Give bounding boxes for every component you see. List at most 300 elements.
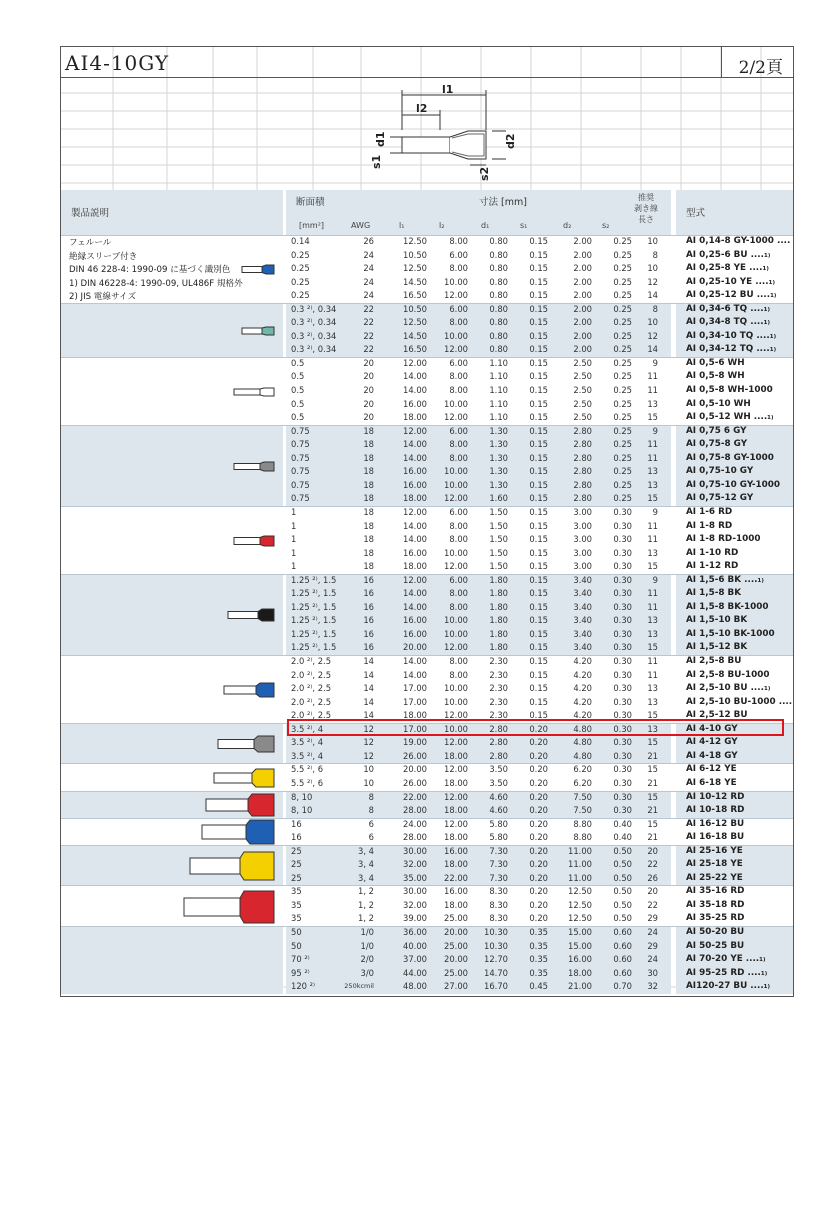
header-desc: 製品説明 (71, 208, 110, 219)
table-cell: 14 (363, 696, 374, 707)
table-cell: 2.80 (573, 439, 592, 450)
table-cell: 11 (647, 588, 658, 599)
table-cell: 1.30 (489, 425, 508, 436)
table-cell: 12.00 (444, 561, 468, 572)
table-cell: 4.80 (573, 723, 592, 734)
model-number: AI 0,5-10 WH (686, 398, 751, 409)
table-cell: 3.5 ²⁾, 4 (291, 737, 324, 748)
table-cell: 20 (363, 385, 374, 396)
table-cell: 0.20 (529, 818, 548, 829)
table-cell: 9 (652, 506, 658, 517)
table-cell: 2.80 (573, 479, 592, 490)
table-cell: 0.75 (291, 425, 310, 436)
l2-label: l2 (416, 102, 428, 115)
table-cell: 24.00 (403, 818, 427, 829)
table-cell: 22.00 (403, 791, 427, 802)
model-number: AI 2,5-10 BU ....₁₎ (686, 683, 771, 694)
table-row (61, 940, 794, 954)
table-cell: 14 (647, 344, 658, 355)
table-row (61, 506, 794, 520)
table-row (61, 736, 794, 750)
table-cell: 70 ²⁾ (291, 954, 310, 965)
table-cell: 2.00 (573, 317, 592, 328)
table-cell: 22 (363, 317, 374, 328)
table-cell: 0.25 (613, 412, 632, 423)
table-cell: 0.80 (489, 317, 508, 328)
table-cell: 2.80 (489, 737, 508, 748)
model-number: AI 1,5-6 BK ....₁₎ (686, 574, 764, 585)
table-cell: 18 (363, 479, 374, 490)
table-cell: 8, 10 (291, 791, 313, 802)
table-cell: 10.50 (403, 303, 427, 314)
table-cell: 18.00 (444, 777, 468, 788)
table-cell: 0.30 (613, 588, 632, 599)
table-cell: 3.40 (573, 601, 592, 612)
table-cell: 10.00 (444, 547, 468, 558)
model-number: AI 0,25-10 YE ....₁₎ (686, 276, 775, 287)
table-cell: 24 (363, 263, 374, 274)
table-row (61, 601, 794, 615)
table-cell: 2.00 (573, 249, 592, 260)
table-cell: 0.75 (291, 479, 310, 490)
table-cell: 0.15 (529, 466, 548, 477)
table-cell: 22.00 (444, 872, 468, 883)
table-cell: 0.30 (613, 656, 632, 667)
table-cell: 25.00 (444, 967, 468, 978)
table-cell: 10.30 (484, 940, 508, 951)
table-cell: 12 (647, 276, 658, 287)
table-cell: 2.80 (489, 750, 508, 761)
table-cell: 14 (363, 669, 374, 680)
table-cell: 1 (291, 520, 297, 531)
table-cell: 14.00 (403, 520, 427, 531)
table-cell: 8 (652, 249, 658, 260)
table-cell: 12.50 (568, 886, 592, 897)
ferrule-group (61, 357, 794, 425)
table-cell: 0.30 (613, 805, 632, 816)
table-cell: 25 (291, 859, 302, 870)
table-cell: 5.5 ²⁾, 6 (291, 777, 324, 788)
table-cell: 0.80 (489, 236, 508, 246)
table-row (61, 791, 794, 805)
model-number: AI 1,5-8 BK-1000 (686, 601, 769, 612)
table-cell: 1.10 (489, 371, 508, 382)
table-cell: 3.40 (573, 628, 592, 639)
table-cell: 0.15 (529, 425, 548, 436)
table-cell: 2.0 ²⁾, 2.5 (291, 669, 332, 680)
table-cell: 35 (291, 886, 302, 897)
table-row (61, 370, 794, 384)
table-cell: 1.10 (489, 385, 508, 396)
table-cell: 12.00 (444, 493, 468, 504)
table-cell: 12.00 (444, 818, 468, 829)
table-cell: 14.00 (403, 534, 427, 545)
table-cell: 25 (291, 872, 302, 883)
model-number: AI 6-18 YE (686, 777, 737, 788)
table-cell: 13 (647, 628, 658, 639)
table-cell: 21 (647, 805, 658, 816)
table-cell: 3/0 (360, 967, 374, 978)
table-cell: 20 (363, 357, 374, 368)
table-cell: 0.15 (529, 493, 548, 504)
table-row (61, 479, 794, 493)
table-cell: 0.60 (613, 967, 632, 978)
model-number: AI 0,34-10 TQ ....₁₎ (686, 330, 777, 341)
table-cell: 11 (647, 371, 658, 382)
table-cell: 0.25 (291, 290, 310, 301)
table-cell: 15 (647, 737, 658, 748)
model-number: AI 4-18 GY (686, 750, 738, 761)
table-cell: 22 (363, 330, 374, 341)
model-number: AI 2,5-12 BU (686, 710, 748, 721)
table-cell: 35 (291, 913, 302, 924)
table-cell: 18.00 (403, 493, 427, 504)
model-number: AI 70-20 YE ....₁₎ (686, 954, 766, 965)
table-cell: 0.30 (613, 547, 632, 558)
ferrule-group (61, 303, 794, 357)
table-cell: 2.00 (573, 344, 592, 355)
table-cell: 3, 4 (358, 845, 374, 856)
model-number: AI 0,75 6 GY (686, 425, 747, 436)
table-cell: 32 (647, 981, 658, 992)
table-cell: 18.00 (403, 561, 427, 572)
table-row (61, 750, 794, 764)
table-row (61, 492, 794, 506)
table-cell: 16 (363, 615, 374, 626)
table-cell: 0.15 (529, 263, 548, 274)
table-cell: 10.00 (444, 696, 468, 707)
table-cell: 0.30 (613, 520, 632, 531)
header-strip-3: 長さ (638, 215, 654, 224)
table-cell: 8.00 (449, 656, 468, 667)
table-cell: 35.00 (403, 872, 427, 883)
table-cell: 8.30 (489, 886, 508, 897)
table-row (61, 425, 794, 439)
description-line: 1) DIN 46228-4: 1990-09, UL486F 規格外 (69, 278, 243, 289)
ferrule-group (61, 926, 794, 994)
ferrule-icon (227, 608, 275, 622)
table-cell: 12.00 (444, 791, 468, 802)
table-cell: 7.50 (573, 791, 592, 802)
model-number: AI 1-8 RD (686, 520, 733, 531)
table-row (61, 614, 794, 628)
table-cell: 0.35 (529, 967, 548, 978)
table-cell: 0.15 (529, 276, 548, 287)
table-cell: 10.00 (444, 723, 468, 734)
table-cell: 20.00 (444, 954, 468, 965)
table-row (61, 452, 794, 466)
table-row (61, 357, 794, 371)
table-cell: 0.25 (613, 398, 632, 409)
table-cell: 13 (647, 466, 658, 477)
table-cell: 8.30 (489, 899, 508, 910)
table-cell: 3.00 (573, 506, 592, 517)
table-cell: 0.75 (291, 466, 310, 477)
table-cell: 12.00 (444, 642, 468, 653)
ferrule-group (61, 763, 794, 790)
table-cell: 15 (647, 561, 658, 572)
table-cell: 2.50 (573, 412, 592, 423)
table-cell: 0.50 (613, 859, 632, 870)
table-cell: 1/0 (360, 926, 374, 937)
ferrule-group (61, 425, 794, 506)
table-row (61, 303, 794, 317)
table-cell: 16 (291, 818, 302, 829)
table-cell: 0.15 (529, 547, 548, 558)
table-cell: 10.00 (444, 683, 468, 694)
table-cell: 8.00 (449, 371, 468, 382)
table-cell: 18 (363, 439, 374, 450)
table-cell: 16.00 (568, 954, 592, 965)
table-row (61, 343, 794, 357)
table-cell: 1.30 (489, 479, 508, 490)
table-cell: 10 (363, 764, 374, 775)
table-cell: 15 (647, 791, 658, 802)
table-cell: 39.00 (403, 913, 427, 924)
table-cell: 0.15 (529, 710, 548, 721)
table-cell: 0.30 (613, 764, 632, 775)
table-cell: 14 (363, 710, 374, 721)
table-cell: 11 (647, 520, 658, 531)
model-number: AI 35-25 RD (686, 913, 745, 924)
table-cell: 0.15 (529, 303, 548, 314)
table-cell: 12.50 (403, 263, 427, 274)
l1-label: l1 (442, 85, 454, 96)
table-cell: 2.80 (573, 425, 592, 436)
table-cell: 13 (647, 723, 658, 734)
table-cell: 12.00 (444, 764, 468, 775)
table-cell: 16.50 (403, 344, 427, 355)
table-cell: 25.00 (444, 913, 468, 924)
table-cell: 8.00 (449, 236, 468, 246)
table-cell: 6 (368, 818, 374, 829)
table-cell: 0.50 (613, 845, 632, 856)
table-cell: 0.15 (529, 574, 548, 585)
table-cell: 0.30 (613, 642, 632, 653)
table-cell: 0.80 (489, 249, 508, 260)
table-cell: 28.00 (403, 832, 427, 843)
table-cell: 0.30 (613, 574, 632, 585)
table-cell: 0.20 (529, 777, 548, 788)
table-cell: 0.50 (613, 899, 632, 910)
table-cell: 8.80 (573, 832, 592, 843)
ferrule-group (61, 885, 794, 926)
model-number: AI 0,5-12 WH ....₁₎ (686, 412, 774, 423)
table-row (61, 587, 794, 601)
table-cell: 0.15 (529, 357, 548, 368)
table-cell: 0.30 (613, 561, 632, 572)
table-cell: 1.10 (489, 398, 508, 409)
table-cell: 7.30 (489, 845, 508, 856)
table-cell: 0.20 (529, 845, 548, 856)
table-cell: 0.15 (529, 479, 548, 490)
table-cell: 3.00 (573, 561, 592, 572)
table-cell: 30.00 (403, 845, 427, 856)
table-row (61, 641, 794, 655)
table-cell: 0.20 (529, 859, 548, 870)
description-line: DIN 46 228-4: 1990-09 に基づく識別色 (69, 265, 231, 276)
table-cell: 0.5 (291, 357, 305, 368)
table-row (61, 533, 794, 547)
table-cell: 13 (647, 683, 658, 694)
table-cell: 1.80 (489, 642, 508, 653)
table-cell: 3, 4 (358, 872, 374, 883)
table-cell: 0.14 (291, 236, 310, 246)
table-cell: 17.00 (403, 683, 427, 694)
table-cell: 13 (647, 615, 658, 626)
table-cell: 0.30 (613, 506, 632, 517)
table-cell: 12 (363, 723, 374, 734)
table-cell: 21 (647, 750, 658, 761)
table-cell: 8.00 (449, 452, 468, 463)
table-cell: 3, 4 (358, 859, 374, 870)
table-cell: 26.00 (403, 750, 427, 761)
table-cell: 0.75 (291, 439, 310, 450)
table-cell: 7.30 (489, 859, 508, 870)
table-cell: 0.30 (613, 683, 632, 694)
table-cell: 1, 2 (358, 886, 374, 897)
description-line: 2) JIS 電線サイズ (69, 292, 137, 303)
table-cell: 0.25 (613, 452, 632, 463)
ferrule-icon (233, 461, 275, 472)
table-cell: 12.00 (403, 506, 427, 517)
table-cell: 0.50 (613, 913, 632, 924)
table-cell: 24 (647, 926, 658, 937)
table-cell: 0.70 (613, 981, 632, 992)
table-cell: 0.15 (529, 398, 548, 409)
table-row (61, 845, 794, 859)
table-cell: 0.40 (613, 818, 632, 829)
table-row (61, 235, 794, 249)
table-cell: 11 (647, 439, 658, 450)
table-cell: 22 (647, 899, 658, 910)
table-cell: 20.00 (444, 926, 468, 937)
table-cell: 0.30 (613, 737, 632, 748)
table-cell: 18.00 (444, 899, 468, 910)
table-cell: 30.00 (403, 886, 427, 897)
table-cell: 25.00 (444, 940, 468, 951)
table-cell: 5.80 (489, 832, 508, 843)
table-cell: 24 (363, 290, 374, 301)
table-cell: 18.00 (568, 967, 592, 978)
table-cell: 12.00 (403, 425, 427, 436)
table-cell: 0.30 (613, 669, 632, 680)
table-cell: 0.25 (291, 263, 310, 274)
table-cell: 16.00 (403, 547, 427, 558)
table-cell: 0.25 (613, 249, 632, 260)
table-cell: 24 (363, 276, 374, 287)
table-cell: 120 ²⁾ (291, 981, 316, 992)
table-cell: 18.00 (403, 710, 427, 721)
table-cell: 10 (363, 777, 374, 788)
table-cell: 2.80 (573, 493, 592, 504)
table-row (61, 899, 794, 913)
table-row (61, 696, 794, 710)
table-cell: 50 (291, 926, 302, 937)
model-number: AI 50-20 BU (686, 926, 745, 937)
header-sub-s2: s₂ (602, 221, 610, 230)
table-cell: 0.60 (613, 940, 632, 951)
table-cell: 0.25 (613, 303, 632, 314)
table-cell: 0.35 (529, 926, 548, 937)
table-cell: 0.5 (291, 371, 305, 382)
table-cell: 0.30 (613, 601, 632, 612)
table-cell: 20 (363, 398, 374, 409)
table-cell: 2.80 (573, 466, 592, 477)
table-cell: 0.15 (529, 452, 548, 463)
table-cell: 10 (647, 236, 658, 246)
table-cell: 0.50 (613, 872, 632, 883)
table-cell: 4.20 (573, 669, 592, 680)
table-row (61, 628, 794, 642)
table-cell: 14.00 (403, 385, 427, 396)
table-cell: 8.00 (449, 520, 468, 531)
table-cell: 14 (363, 683, 374, 694)
header-sub-s1: s₁ (520, 221, 528, 230)
table-row (61, 560, 794, 574)
table-cell: 0.15 (529, 439, 548, 450)
table-cell: 15.00 (568, 926, 592, 937)
table-cell: 12 (363, 750, 374, 761)
table-cell: 0.80 (489, 263, 508, 274)
model-number: AI 0,75-8 GY (686, 439, 748, 450)
s2-label: s2 (478, 166, 491, 181)
header-sub-mm2: [mm²] (299, 221, 325, 230)
table-cell: 0.25 (613, 479, 632, 490)
page-number: 2/2頁 (738, 58, 783, 78)
table-cell: 8.00 (449, 534, 468, 545)
table-cell: 0.60 (613, 954, 632, 965)
table-cell: 0.80 (489, 344, 508, 355)
table-cell: 0.35 (529, 954, 548, 965)
table-cell: 0.20 (529, 832, 548, 843)
table-cell: 1 (291, 534, 297, 545)
model-number: AI 1,5-12 BK (686, 642, 748, 653)
table-cell: 11 (647, 534, 658, 545)
model-number: AI 0,5-8 WH (686, 371, 745, 382)
table-row (61, 926, 794, 940)
table-cell: 4.60 (489, 805, 508, 816)
table-cell: 1.50 (489, 534, 508, 545)
table-cell: 8.00 (449, 601, 468, 612)
table-row (61, 669, 794, 683)
header-strip-1: 推奨 (638, 193, 654, 202)
table-cell: 0.20 (529, 886, 548, 897)
table-cell: 0.25 (613, 466, 632, 477)
table-cell: 8.00 (449, 669, 468, 680)
table-cell: 21 (647, 777, 658, 788)
table-cell: 0.15 (529, 601, 548, 612)
table-cell: 22 (363, 303, 374, 314)
table-cell: 50 (291, 940, 302, 951)
table-cell: 0.25 (291, 276, 310, 287)
table-cell: 4.20 (573, 656, 592, 667)
header-section: 断面積 (296, 197, 325, 208)
table-cell: 18 (363, 506, 374, 517)
ferrule-group (61, 235, 794, 303)
table-cell: 28.00 (403, 805, 427, 816)
table-cell: 3.50 (489, 777, 508, 788)
table-cell: 2.00 (573, 236, 592, 246)
table-cell: 12.00 (444, 737, 468, 748)
table-row (61, 655, 794, 669)
table-cell: 0.80 (489, 303, 508, 314)
table-cell: 4.20 (573, 710, 592, 721)
table-cell: 16 (363, 588, 374, 599)
table-cell: 15 (647, 764, 658, 775)
table-cell: 2.00 (573, 303, 592, 314)
table-cell: 0.50 (613, 886, 632, 897)
